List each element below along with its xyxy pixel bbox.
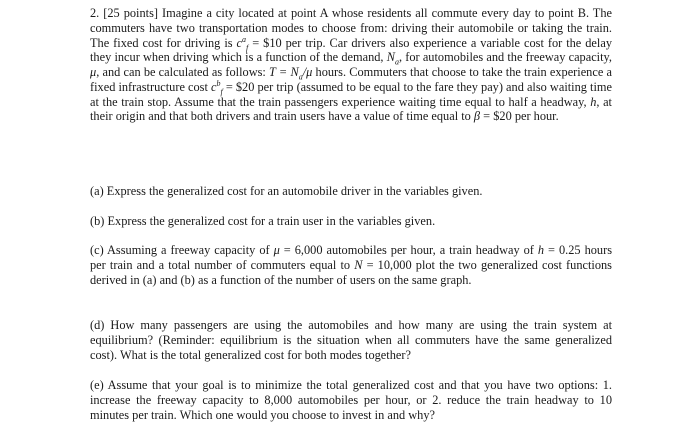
math-value-of-time: β bbox=[473, 109, 481, 124]
part-b: (b) Express the generalized cost for a train user in the variables given. bbox=[90, 214, 436, 228]
math-capacity: μ bbox=[273, 243, 280, 257]
math-total-commuters: N bbox=[354, 257, 363, 272]
problem-points: [25 points] bbox=[103, 6, 159, 20]
part-a: (a) Express the generalized cost for an automobile driver in the variables given. bbox=[90, 184, 483, 198]
problem-statement: 2. [25 points] Imagine a city located at point A whose residents all commute every day to point B. The commuters have two transportation modes to choose from: driving their automobile or taking the train. The fixed cost for driving is $c^a_f$ = $10 per trip. Car drivers also experience a variable cost for the delay they incur when driving which is a function of the demand, $N_a$, for automobiles and the freeway capacity, μ, and can be calculated as follows: $T = N_a/\mu$ hours. Commuters that choose to take the train experience a fixed infrastructure cost $c^b_f$ = $20 per trip (assumed to be equal to the fare they pay) and also waiting time at the train stop. Assume that the train passengers experience waiting time equal to half a headway, h, at their origin and that both drivers and train users have a value of time equal to β = $20 per hour. bbox=[90, 6, 612, 124]
math-capacity: μ bbox=[90, 65, 97, 79]
math-demand: $N_a$ bbox=[386, 50, 399, 67]
math-fixed-train-cost: $c^b_f$ bbox=[211, 78, 223, 97]
part-c: (c) Assuming a freeway capacity of μ = 6,000 automobiles per hour, a train headway of h = 0.25 hours per train and a total number of commuters equal to N = 10,000 plot the two generalized cost functions derived in (a) and (b) as a function of the number of users on the same graph. bbox=[90, 243, 612, 287]
part-d: (d) How many passengers are using the automobiles and how many are using the train system at equilibrium? (Reminder: equilibrium is the situation when all commuters have the same generalized cost). What is the total generalized cost for both modes together? bbox=[90, 318, 612, 362]
math-headway: h bbox=[537, 243, 545, 257]
problem-number: 2. bbox=[90, 6, 100, 20]
math-headway: h bbox=[590, 94, 597, 109]
part-e: (e) Assume that your goal is to minimize the total generalized cost and that you have two options: 1. increase the freeway capacity to 8,000 automobiles per hour, or 2. reduce the train headway to 10 minutes per train. Which one would you choose to invest in and why? bbox=[90, 378, 612, 422]
math-fixed-drive-cost: $c^a_f$ bbox=[236, 34, 249, 52]
math-delay-formula: $T = N_a/\mu$ bbox=[269, 65, 313, 82]
